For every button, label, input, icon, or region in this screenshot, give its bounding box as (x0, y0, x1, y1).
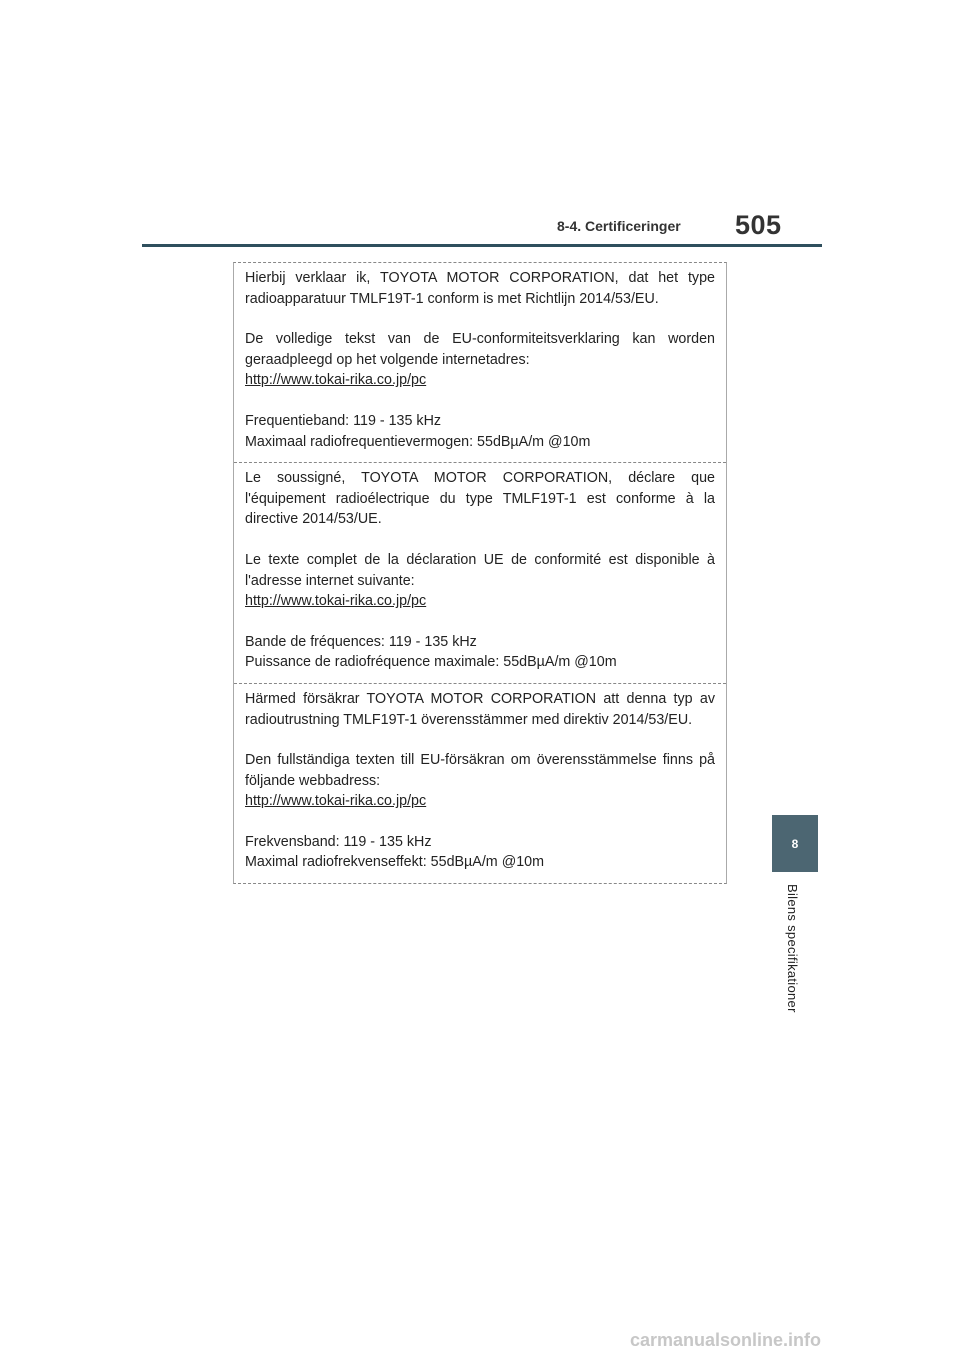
certificate-url-link[interactable]: http://www.tokai-rika.co.jp/pc (245, 372, 427, 389)
frequency-band: Frekvensband: 119 - 135 kHz (245, 833, 432, 850)
declaration-block-dutch (234, 263, 726, 462)
watermark-text: carmanualsonline.info (630, 1330, 822, 1350)
declaration-text: Le soussigné, TOYOTA MOTOR CORPORATION, déclare que l'équipement radioélectrique du type TMLF19T-1 est conforme à la directive 2014/53/UE. (245, 470, 715, 528)
declaration-block-swedish (234, 683, 726, 883)
page-number: 505 (735, 210, 782, 240)
certification-box (233, 262, 727, 884)
frequency-band: Bande de fréquences: 119 - 135 kHz (245, 633, 477, 650)
full-text-notice: Den fullständiga texten till EU-försäkran om överensstämmelse finns på följande webbadress: (245, 752, 715, 789)
section-title: 8-4. Certificeringer (557, 218, 681, 234)
chapter-tab[interactable]: 8 (772, 815, 818, 872)
full-text-notice: Le texte complet de la déclaration UE de conformité est disponible à l'adresse internet suivante: (245, 551, 715, 589)
frequency-band: Frequentieband: 119 - 135 kHz (245, 412, 442, 429)
chapter-label: Bilens specifikationer (785, 884, 800, 1013)
full-text-notice: De volledige tekst van de EU-conformiteitsverklaring kan worden geraadpleegd op het volgende internetadres: (245, 331, 715, 368)
declaration-text: Härmed försäkrar TOYOTA MOTOR CORPORATION att denna typ av radioutrustning TMLF19T-1 överensstämmer med direktiv 2014/53/EU. (245, 690, 715, 728)
max-power: Maximal radiofrekvenseffekt: 55dBµA/m @10m (245, 854, 545, 871)
max-power: Maximaal radiofrequentievermogen: 55dBµA/m @10m (245, 433, 591, 450)
certificate-url-link[interactable]: http://www.tokai-rika.co.jp/pc (245, 593, 427, 610)
declaration-block-french (234, 462, 726, 683)
declaration-text: Hierbij verklaar ik, TOYOTA MOTOR CORPORATION, dat het type radioapparatuur TMLF19T-1 conform is met Richtlijn 2014/53/EU. (245, 270, 715, 307)
header-divider (142, 244, 822, 247)
max-power: Puissance de radiofréquence maximale: 55dBµA/m @10m (245, 654, 617, 671)
certificate-url-link[interactable]: http://www.tokai-rika.co.jp/pc (245, 793, 427, 810)
